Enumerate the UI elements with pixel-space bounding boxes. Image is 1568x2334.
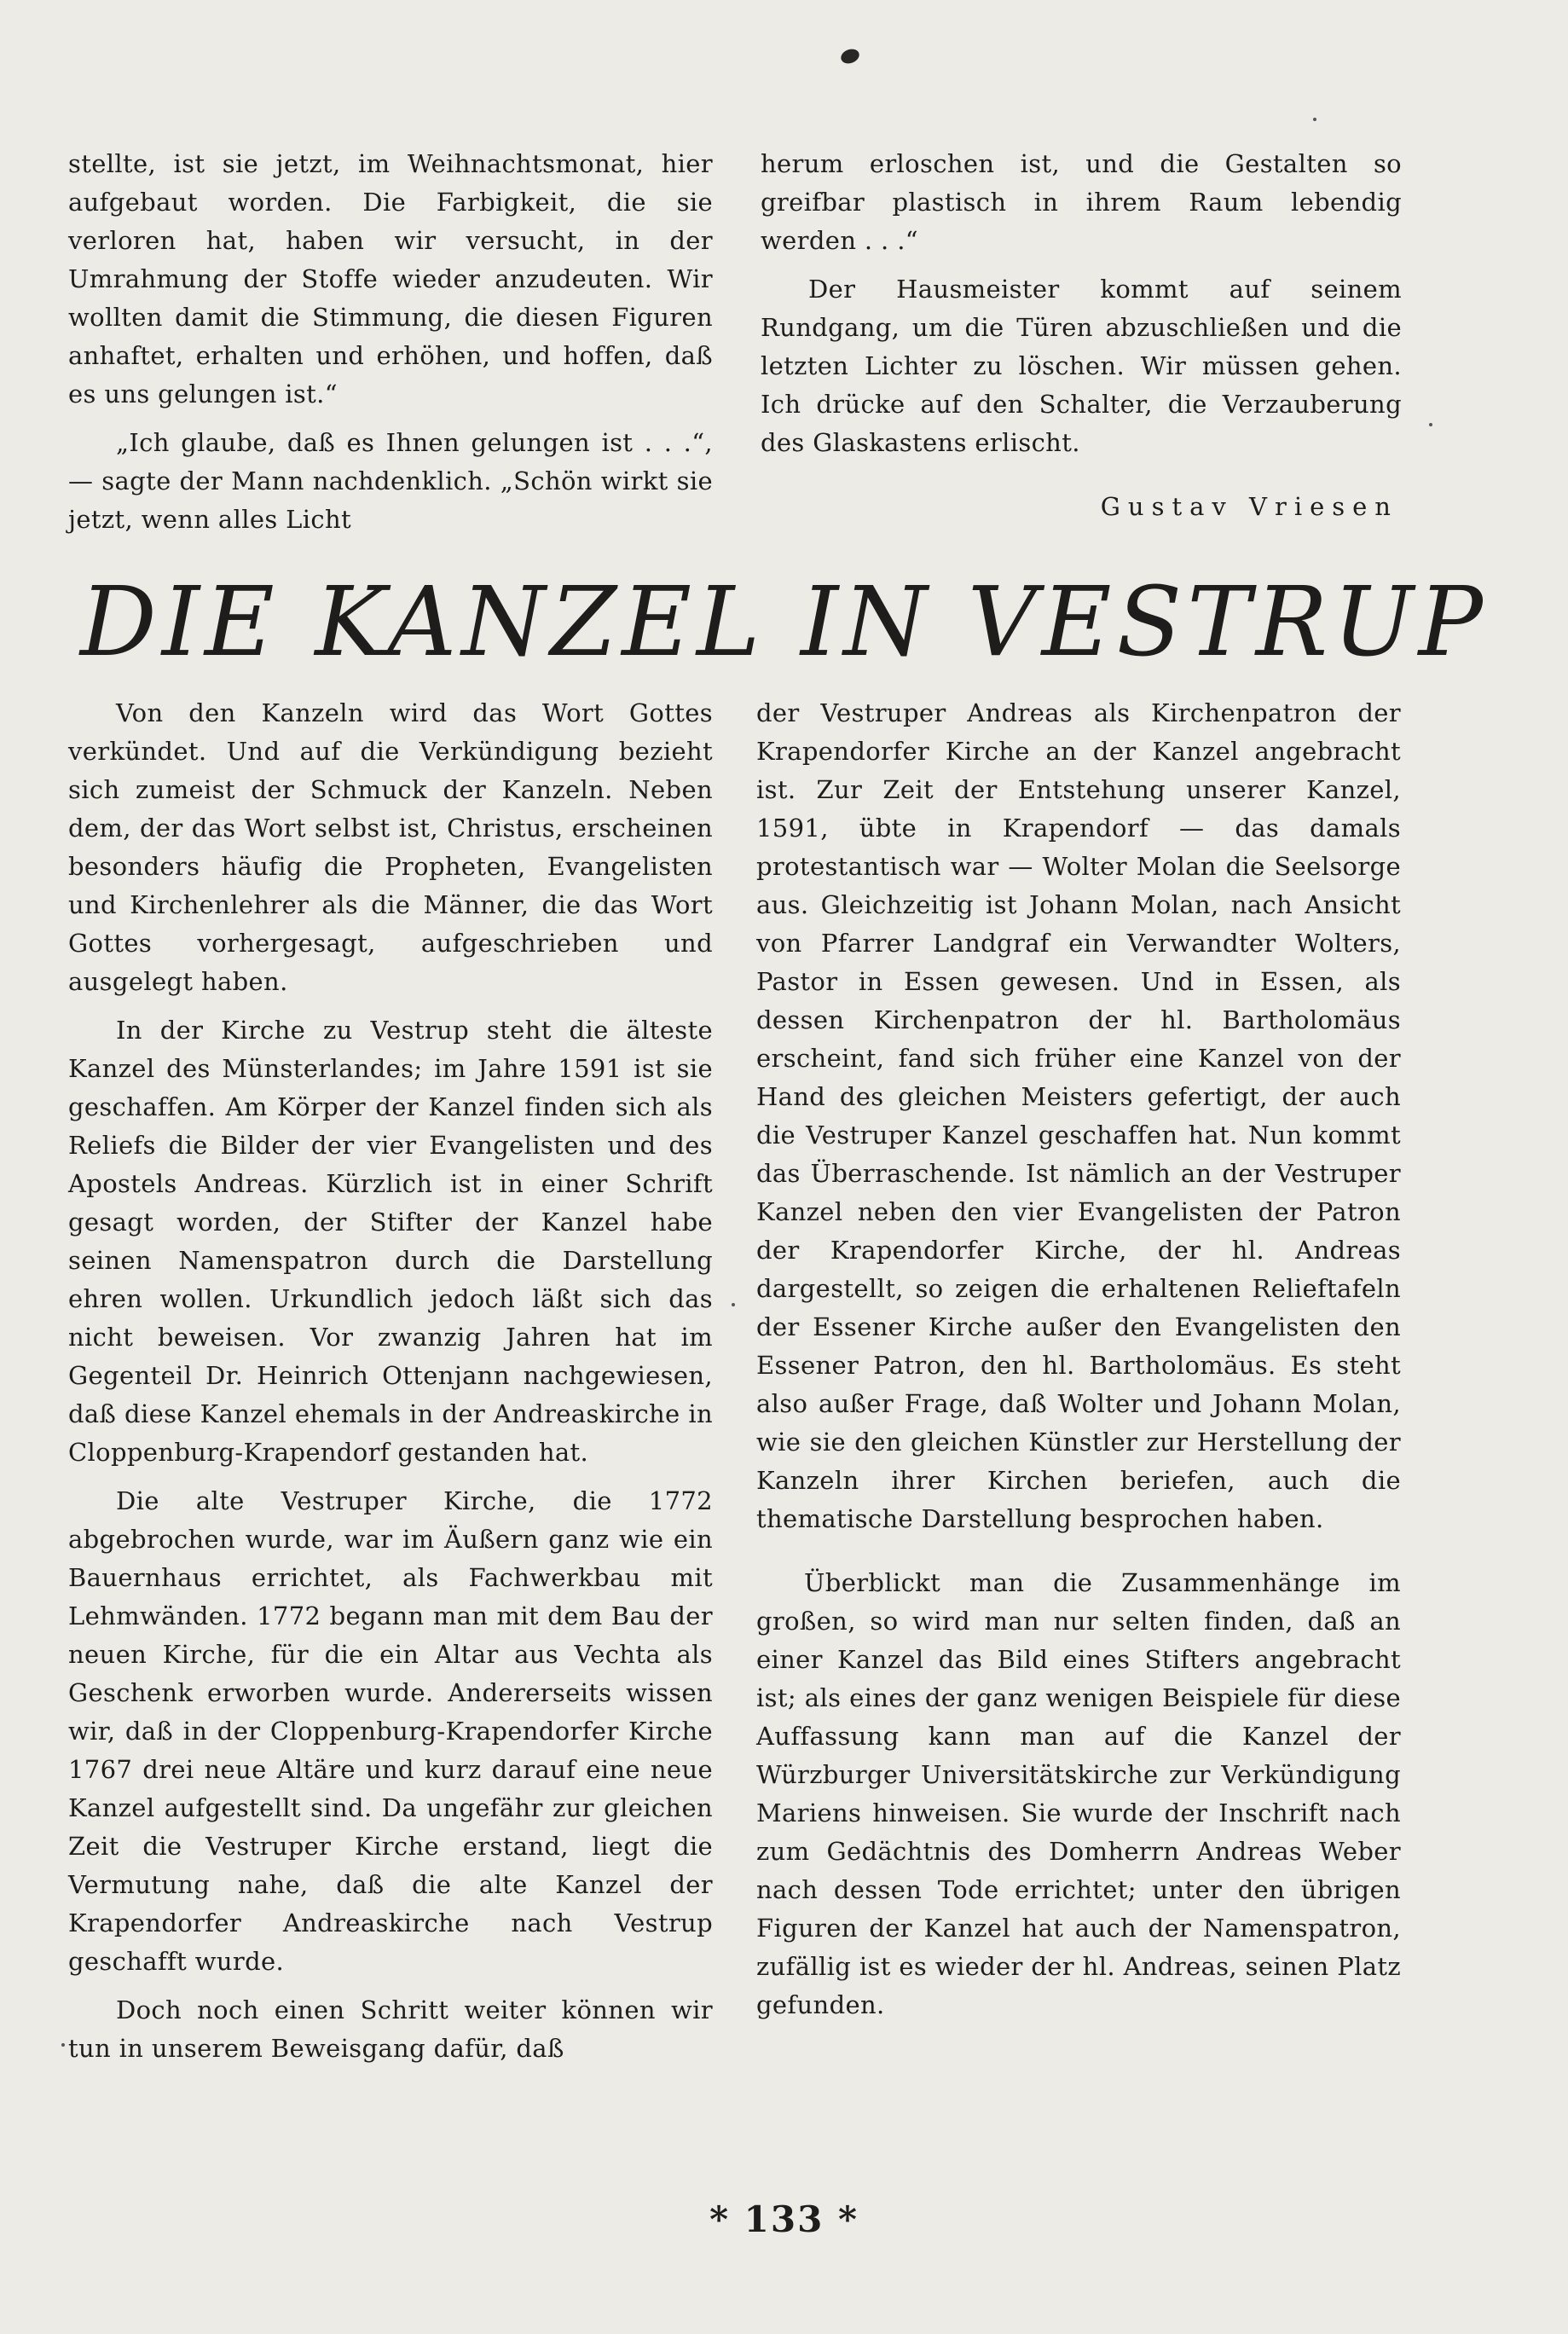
dust-speck — [732, 1303, 735, 1306]
paragraph: Von den Kanzeln wird das Wort Gottes verkündet. Und auf die Verkündigung bezieht sich zumeist der Schmuck der Kanzeln. Neben dem, der das Wort selbst ist, Christus, erscheinen besonders häufig die Propheten, Evangelisten und Kirchenlehrer als die Männer, die das Wort Gottes vorhergesagt, aufgeschrieben und ausgelegt haben. — [68, 698, 713, 996]
article-right-column — [756, 694, 1401, 2024]
paragraph: In der Kirche zu Vestrup steht die älteste Kanzel des Münsterlandes; im Jahre 1591 ist sie geschaffen. Am Körper der Kanzel finden sich als Reliefs die Bilder der vier Evangelisten und des Apostels Andreas. Kürzlich ist in einer Schrift gesagt worden, der Stifter der Kanzel habe seinen Namenspatron durch die Darstellung ehren wollen. Urkundlich jedoch läßt sich das nicht beweisen. Vor zwanzig Jahren hat im Gegenteil Dr. Heinrich Ottenjann nachgewiesen, daß diese Kanzel ehemals in der Andreaskirche in Cloppenburg-Krapendorf gestanden hat. — [68, 1016, 713, 1467]
paragraph: Der Hausmeister kommt auf seinem Rundgang, um die Türen abzuschließen und die letzten Lichter zu löschen. Wir müssen gehen. Ich drücke auf den Schalter, die Verzauberung des Glaskastens erlischt. — [761, 275, 1402, 457]
paragraph: Überblickt man die Zusammenhänge im großen, so wird man nur selten finden, daß an einer Kanzel das Bild eines Stifters angebracht ist; als eines der ganz wenigen Beispiele für diese Auffassung kann man auf die Kanzel der Würzburger Universitätskirche zur Verkündigung Mariens hinweisen. Sie wurde der Inschrift nach zum Gedächtnis des Domherrn Andreas Weber nach dessen Tode errichtet; unter den übrigen Figuren der Kanzel hat auch der Namenspatron, zufällig ist es wieder der hl. Andreas, seinen Platz gefunden. — [756, 1568, 1401, 2019]
paragraph: „Ich glaube, daß es Ihnen gelungen ist . . .“, — sagte der Mann nachdenklich. „Schön wirkt sie jetzt, wenn alles Licht — [68, 428, 713, 534]
paragraph: der Vestruper Andreas als Kirchenpatron der Krapendorfer Kirche an der Kanzel angebracht ist. Zur Zeit der Entstehung unserer Kanzel, 1591, übte in Krapendorf — das damals protestantisch war — Wolter Molan die Seelsorge aus. Gleichzeitig ist Johann Molan, nach Ansicht von Pfarrer Landgraf ein Verwandter Wolters, Pastor in Essen gewesen. Und in Essen, als dessen Kirchenpatron der hl. Bartholomäus erscheint, fand sich früher eine Kanzel von der Hand des gleichen Meisters gefertigt, der auch die Vestruper Kanzel geschaffen hat. Nun kommt das Überraschende. Ist nämlich an der Vestruper Kanzel neben den vier Evangelisten der Patron der Krapendorfer Kirche, der hl. Andreas dargestellt, so zeigen die erhaltenen Relieftafeln der Essener Kirche außer den Evangelisten den Essener Patron, den hl. Bartholomäus. Es steht also außer Frage, daß Wolter und Johann Molan, wie sie den gleichen Künstler zur Herstellung der Kanzeln ihrer Kirchen beriefen, auch die thematische Darstellung besprochen haben. — [756, 698, 1401, 1533]
author-signature: Gustav Vriesen — [1100, 492, 1398, 521]
paragraph: Die alte Vestruper Kirche, die 1772 abgebrochen wurde, war im Äußern ganz wie ein Bauernhaus errichtet, als Fachwerkbau mit Lehmwänden. 1772 begann man mit dem Bau der neuen Kirche, für die ein Altar aus Vechta als Geschenk erworben wurde. Andererseits wissen wir, daß in der Cloppenburg-Krapendorfer Kirche 1767 drei neue Altäre und kurz darauf eine neue Kanzel aufgestellt sind. Da ungefähr zur gleichen Zeit die Vestruper Kirche erstand, liegt die Vermutung nahe, daß die alte Kanzel der Krapendorfer Andreaskirche nach Vestrup geschafft wurde. — [68, 1486, 713, 1976]
paragraph: herum erloschen ist, und die Gestalten so greifbar plastisch in ihrem Raum lebendig werden . . .“ — [761, 149, 1402, 255]
article-left-column — [68, 694, 713, 2068]
previous-article-left-column — [68, 145, 713, 539]
article-title: DIE KANZEL IN VESTRUP — [80, 567, 1488, 678]
ink-blot — [839, 47, 861, 67]
previous-article-right-column — [761, 145, 1402, 526]
dust-speck — [1429, 423, 1432, 426]
dust-speck — [61, 2043, 65, 2047]
paragraph: stellte, ist sie jetzt, im Weihnachtsmonat, hier aufgebaut worden. Die Farbigkeit, die sie verloren hat, haben wir versucht, in der Umrahmung der Stoffe wieder anzudeuten. Wir wollten damit die Stimmung, die diesen Figuren anhaftet, erhalten und erhöhen, und hoffen, daß es uns gelungen ist.“ — [68, 149, 713, 408]
paragraph: Doch noch einen Schritt weiter können wir tun in unserem Beweisgang dafür, daß — [68, 1995, 713, 2063]
page-number: * 133 * — [709, 2198, 859, 2240]
dust-speck — [1313, 118, 1316, 121]
